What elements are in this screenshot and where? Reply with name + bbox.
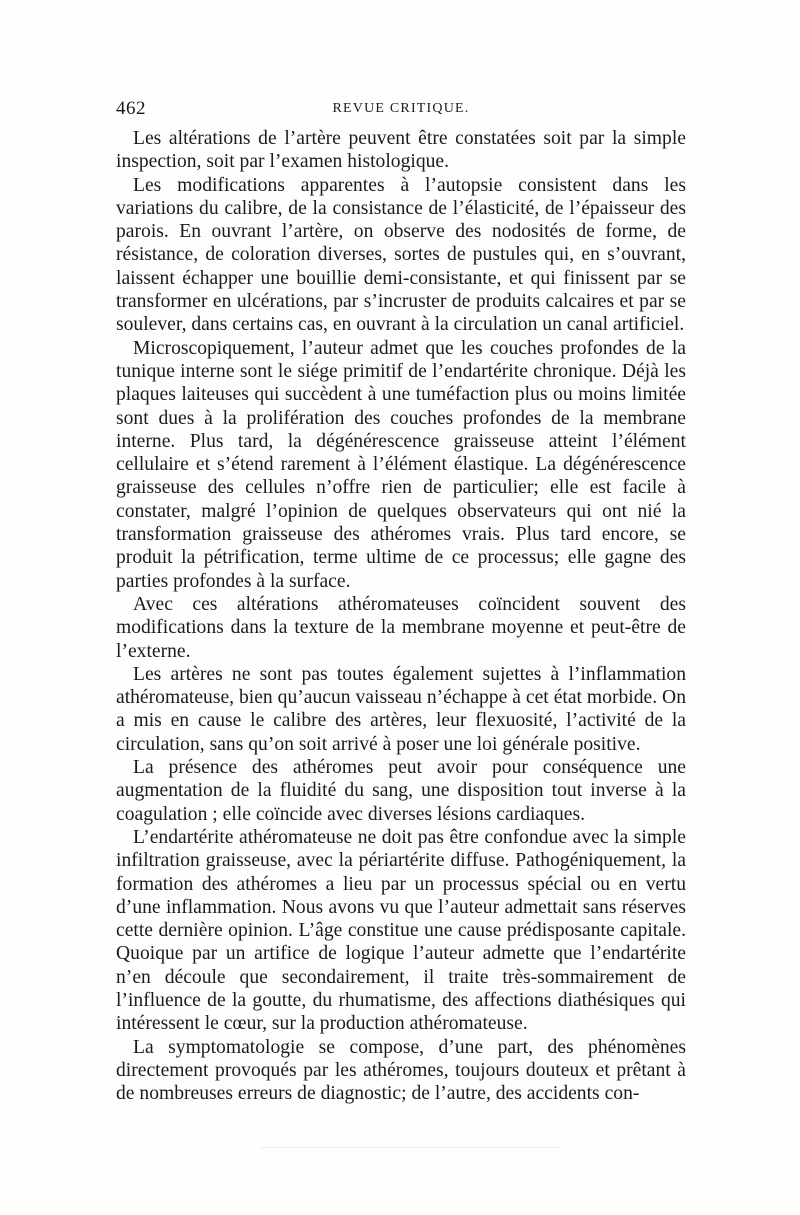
- body-text: [116, 127, 686, 1105]
- paragraph: La présence des athéromes peut avoir pour conséquence une augmentation de la fluidité du sang, une disposition tout inverse à la coagulation ; elle coïncide avec diverses lésions cardiaques.: [116, 757, 686, 825]
- page-number: 462: [116, 98, 146, 119]
- paragraph: Les artères ne sont pas toutes également sujettes à l’inflammation athéromateuse, bien qu’aucun vaisseau n’échappe à cet état morbide. On a mis en cause le calibre des artères, leur flexuosité, l’activité de la circulation, sans qu’on soit arrivé à poser une loi générale positive.: [116, 663, 686, 755]
- paragraph: Les altérations de l’artère peuvent être constatées soit par la simple inspection, soit par l’examen histologique.: [116, 128, 686, 173]
- paragraph: Les modifications apparentes à l’autopsie consistent dans les variations du calibre, de la consistance de l’élasticité, de l’épaisseur des parois. En ouvrant l’artère, on observe des nodosités de forme, de résistance, de coloration diverses, sortes de pustules qui, en s’ouvrant, laissent échapper une bouillie demi-consistante, et qui finissent par se transformer en ulcérations, par s’incruster de produits calcaires et par se soulever, dans certains cas, en ouvrant à la circulation un canal artificiel.: [116, 174, 686, 336]
- paragraph: La symptomatologie se compose, d’une part, des phénomènes directement provoqués par les athéromes, toujours douteux et prêtant à de nombreuses erreurs de diagnostic; de l’autre, des accidents con-: [116, 1036, 686, 1105]
- paragraph: L’endartérite athéromateuse ne doit pas être confondue avec la simple infiltration graisseuse, avec la périartérite diffuse. Pathogéniquement, la formation des athéromes a lieu par un processus spécial ou en vertu d’une inflammation. Nous avons vu que l’auteur admettait sans réserves cette dernière opinion. L’âge constitue une cause prédisposante capitale. Quoique par un artifice de logique l’auteur admette que l’endartérite n’en découle que secondairement, il traite très-sommairement de l’influence de la goutte, du rhumatisme, des affections diathésiques qui intéressent le cœur, sur la production athéromateuse.: [116, 826, 686, 1035]
- paragraph: Microscopiquement, l’auteur admet que les couches profondes de la tunique interne sont le siége primitif de l’endartérite chronique. Déjà les plaques laiteuses qui succèdent à une tuméfaction plus ou moins limitée sont dues à la prolifération des couches profondes de la membrane interne. Plus tard, la dégénérescence graisseuse atteint l’élément cellulaire et s’étend rarement à l’élément élastique. La dégénérescence graisseuse des cellules n’offre rien de particulier; elle est facile à constater, malgré l’opinion de quelques observateurs qui ont nié la transformation graisseuse des athéromes vrais. Plus tard encore, se produit la pétrification, terme ultime de ce processus; elle gagne des parties profondes à la surface.: [116, 337, 686, 592]
- running-head: [116, 98, 686, 122]
- running-title: REVUE CRITIQUE.: [332, 101, 470, 116]
- paragraph: Avec ces altérations athéromateuses coïncident souvent des modifications dans la texture de la membrane moyenne et peut-être de l’externe.: [116, 593, 686, 662]
- bleed-through-shadow: [260, 1147, 560, 1162]
